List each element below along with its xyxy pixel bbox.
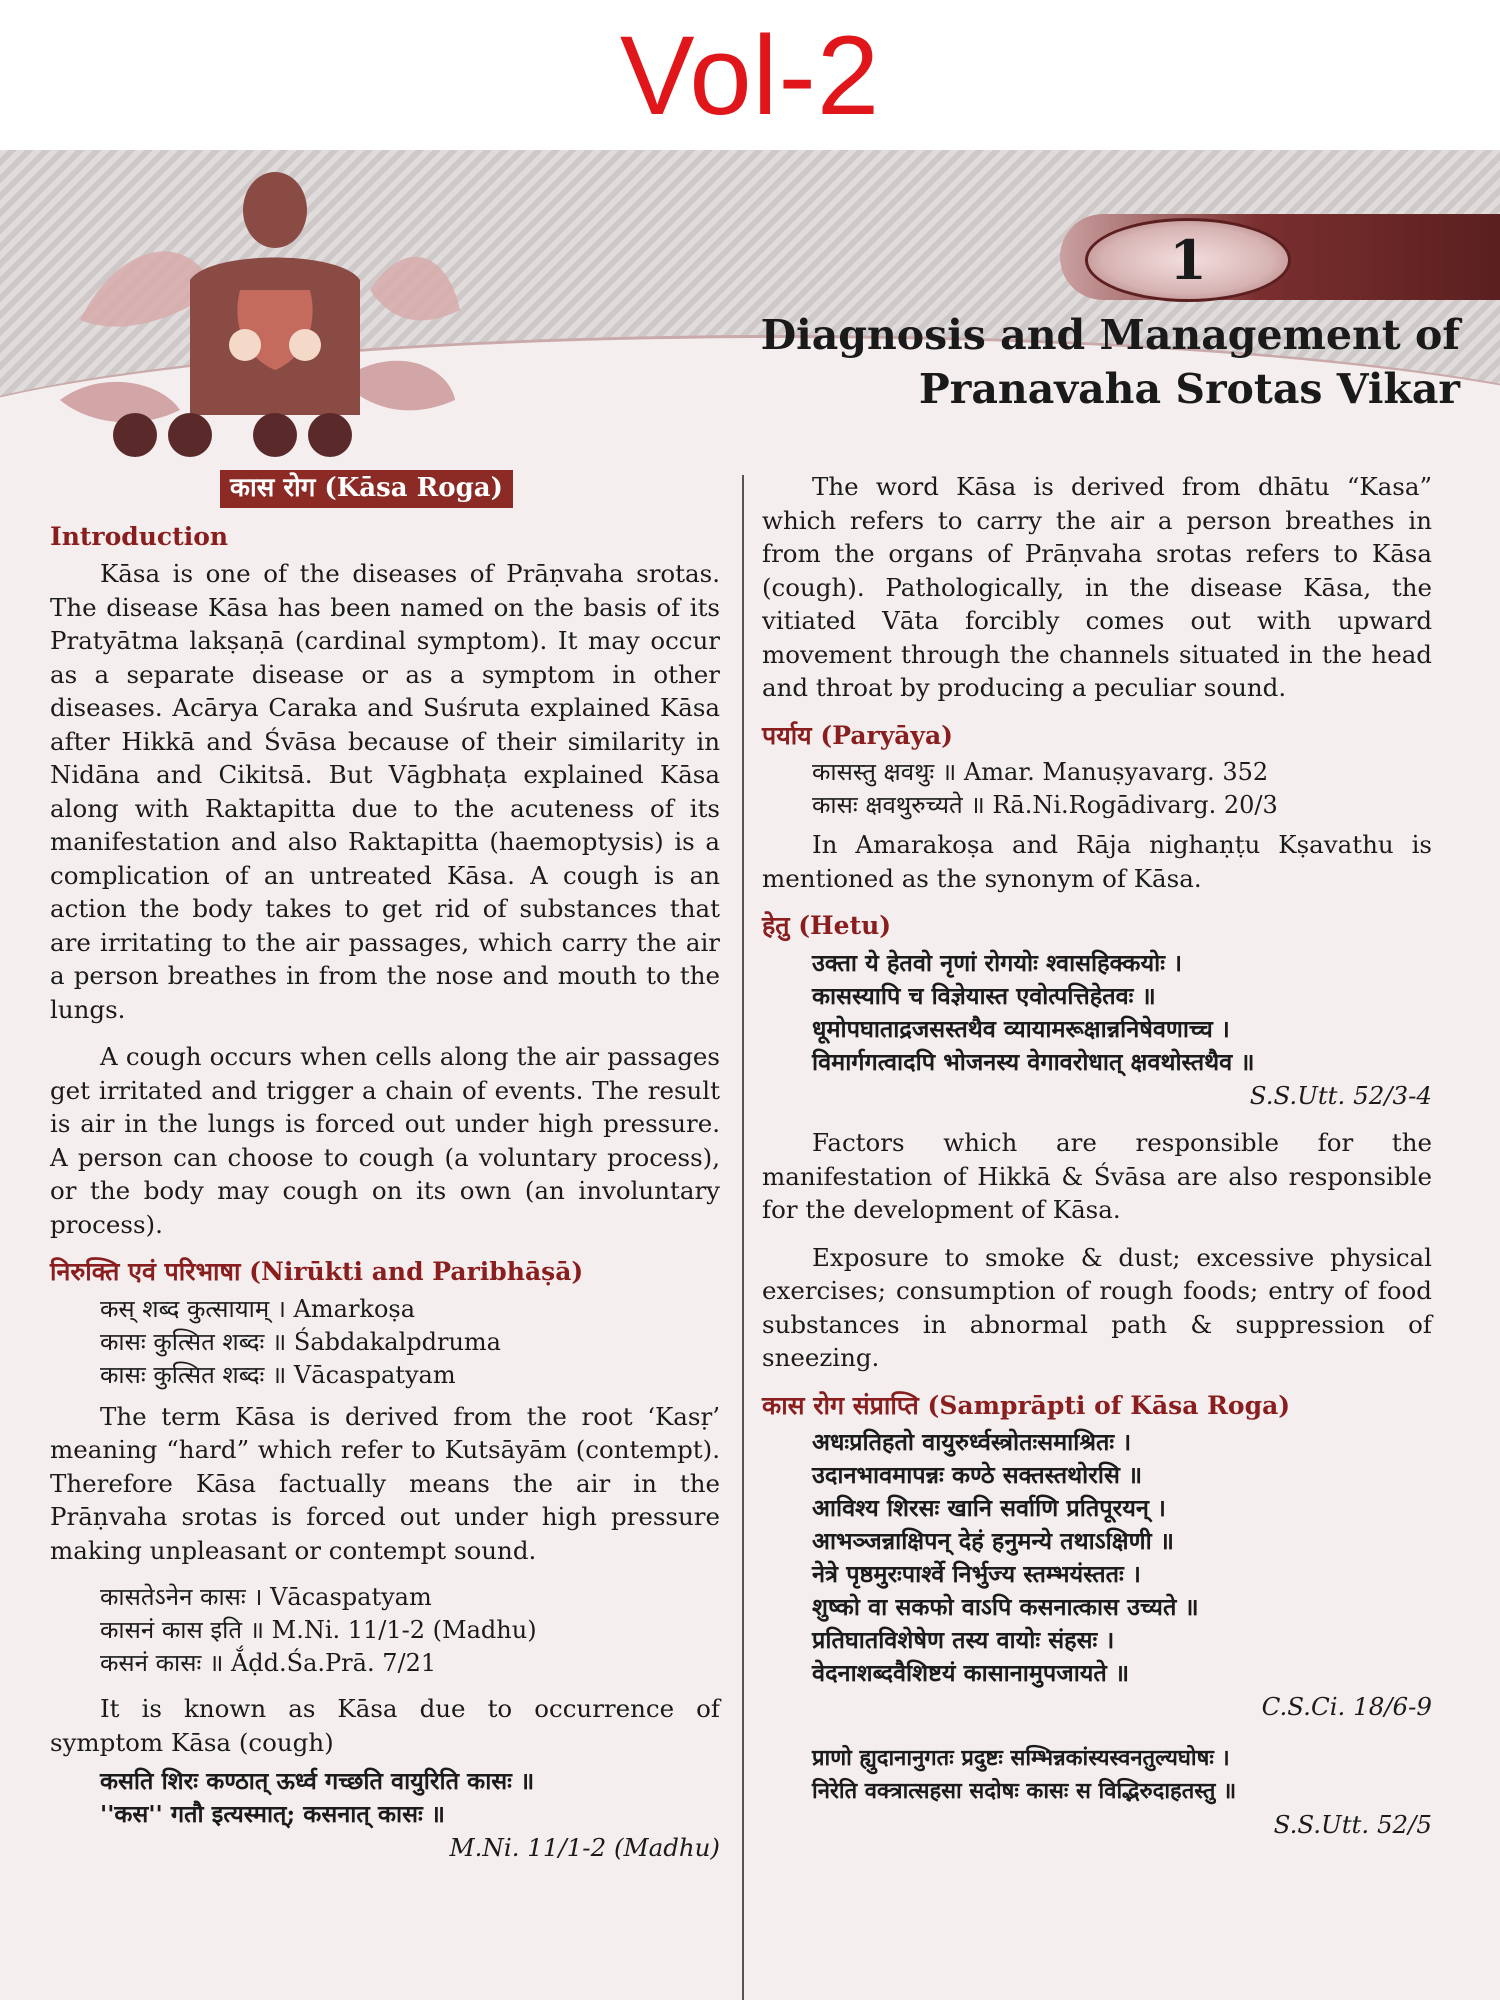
intro-paragraph-1: Kāsa is one of the diseases of Prāṇvaha srotas. The disease Kāsa has been named on the basis of its Pratyātma lakṣaṇā (cardinal symptom). It may occur as a separate disease or as a symptom in other diseases. Acārya Caraka and Suśruta explained Kāsa after Hikkā and Śvāsa because of their similarity in Nidāna and Cikitsā. But Vāgbhaṭa explained Kāsa along with Raktapitta due to the acuteness of its manifestation and also Raktapitta (haemoptysis) is a complication of an untreated Kāsa. A cough is an action the body takes to get rid of substances that are irritating to the air passages, which carry the air a person breathes in from the nose and mouth to the lungs. [50,559,720,1024]
chapter-title-line2: Pranavaha Srotas Vikar [918,365,1460,413]
verse-line: धूमोपघाताद्रजसस्तथैव व्यायामरूक्षान्ननिषेवणाच्च । [812,1014,1230,1043]
hetu-paragraph-1: Factors which are responsible for the manifestation of Hikkā & Śvāsa are also responsible for the development of Kāsa. [762,1128,1432,1224]
known-paragraph: It is known as Kāsa due to occurrence of symptom Kāsa (cough) [50,1694,720,1757]
verse-line: शुष्को वा सकफो वाऽपि कसनात्कास उच्यते ॥ [812,1593,1199,1621]
book-page [0,150,1500,2000]
verse-line: वेदनाशब्दवैशिष्टयं कासानामुपजायते ॥ [812,1659,1130,1687]
verse-line: निरेति वक्त्रात्सहसा सदोषः कासः स विद्भिरुदाहतस्तु ॥ [812,1777,1237,1804]
nirukti-verses [100,1293,720,1392]
nirukti-paragraph: The term Kāsa is derived from the root ‘Kasṛ’ meaning “hard” which refer to Kutsāyām (contempt). Therefore Kāsa factually means the air in the Prāṇvaha srotas is forced out under high pressure making unpleasant or contempt sound. [50,1401,720,1565]
verse-line: नेत्रे पृष्ठमुरःपार्श्वे निर्भुज्य स्तम्भयंस्ततः । [812,1560,1141,1588]
verse-line: अधःप्रतिहतो वायुरुर्ध्वस्त्रोतःसमाश्रितः । [812,1428,1132,1456]
samprapti-heading: कास रोग संप्राप्ति (Samprāpti of Kāsa Roga) [762,1390,1291,1420]
right-column [762,470,1432,1841]
hetu-verses [812,947,1432,1079]
body-illustration-icon [40,170,460,470]
verse-line: आभञ्जन्नाक्षिपन् देहं हनुमन्ये तथाऽक्षिणी ॥ [812,1527,1174,1555]
paryaya-heading: पर्याय (Paryāya) [762,720,953,750]
intro-paragraph-2: A cough occurs when cells along the air passages get irritated and trigger a chain of events. The result is air in the lungs is forced out under high pressure. A person can choose to cough (a voluntary process), or the body may cough on its own (an involuntary process). [50,1042,720,1239]
verse-line: कासस्तु क्षवथुः ॥ Amar. Manuṣyavarg. 352 [812,758,1269,786]
known-verses [100,1765,720,1831]
verse-line: विमार्गगत्वादपि भोजनस्य वेगावरोधात् क्षवथोस्तथैव ॥ [812,1047,1255,1076]
final-verses [812,1742,1432,1808]
verse-line: कस् शब्द कुत्सायाम् । Amarkoṣa [100,1294,416,1323]
verse-line: कसति शिरः कण्ठात् ऊर्ध्व गच्छति वायुरिति कासः ॥ [100,1767,535,1795]
verse-line: उदानभावमापन्नः कण्ठे सक्तस्तथोरसि ॥ [812,1461,1143,1489]
verse-line: कासनं कास इति ॥ M.Ni. 11/1-2 (Madhu) [100,1616,537,1644]
chapter-number: 1 [1085,218,1291,302]
column-divider [742,475,744,2000]
verse-line: प्राणो ह्युदानानुगतः प्रदुष्टः सम्भिन्नकांस्यस्वनतुल्यघोषः । [812,1744,1230,1771]
verse-line: आविश्य शिरसः खानि सर्वाणि प्रतिपूरयन् । [812,1494,1166,1522]
volume-label: Vol-2 [619,12,881,138]
derivation-verses [100,1581,720,1680]
verse-line: कासतेऽनेन कासः । Vācaspatyam [100,1583,432,1611]
section-title-box: कास रोग (Kāsa Roga) [220,470,513,508]
left-column [50,470,720,1865]
verse-line: कासस्यापि च विज्ञेयास्त एवोत्पत्तिहेतवः ॥ [812,981,1156,1010]
verse-line: कासः क्षवथुरुच्यते ॥ Rā.Ni.Rogādivarg. 20/3 [812,791,1278,819]
hetu-paragraph-2: Exposure to smoke & dust; excessive physical exercises; consumption of rough foods; entry of food substances in abnormal path & suppression of sneezing. [762,1242,1432,1372]
verse-line: उक्ता ये हेतवो नृणां रोगयोः श्वासहिक्कयोः । [812,948,1183,977]
final-reference: S.S.Utt. 52/5 [1273,1809,1432,1839]
paryaya-verses [812,756,1432,822]
chapter-title-line1: Diagnosis and Management of [760,311,1460,359]
verse-line: कासः कुत्सित शब्दः ॥ Vācaspatyam [100,1360,456,1389]
verse-line: कसनं कासः ॥ Ắḍd.Śa.Prā. 7/21 [100,1649,437,1677]
word-paragraph: The word Kāsa is derived from dhātu “Kasa” which refers to carry the air a person breathes in from the organs of Prāṇvaha srotas refers to Kāsa (cough). Pathologically, in the disease Kāsa, the vitiated Vāta forcibly comes out with upward movement through the channels situated in the head and throat by producing a peculiar sound. [762,472,1432,702]
paryaya-paragraph: In Amarakoṣa and Rāja nighaṇṭu Kṣavathu is mentioned as the synonym of Kāsa. [762,830,1432,893]
hetu-reference: S.S.Utt. 52/3-4 [1249,1080,1432,1110]
samprapti-verses [812,1426,1432,1690]
known-reference: M.Ni. 11/1-2 (Madhu) [449,1833,720,1862]
verse-line: ''कस'' गतौ इत्यस्मात्; कसनात् कासः ॥ [100,1800,445,1828]
verse-line: प्रतिघातविशेषेण तस्य वायोः संहसः । [812,1626,1115,1654]
nirukti-heading: निरुक्ति एवं परिभाषा (Nirūkti and Paribhāṣā) [50,1257,584,1286]
verse-line: कासः कुत्सित शब्दः ॥ Śabdakalpdruma [100,1327,501,1356]
intro-heading: Introduction [50,521,229,551]
chapter-title [700,308,1460,416]
hetu-heading: हेतु (Hetu) [762,911,892,940]
samprapti-reference: C.S.Ci. 18/6-9 [1261,1692,1432,1721]
